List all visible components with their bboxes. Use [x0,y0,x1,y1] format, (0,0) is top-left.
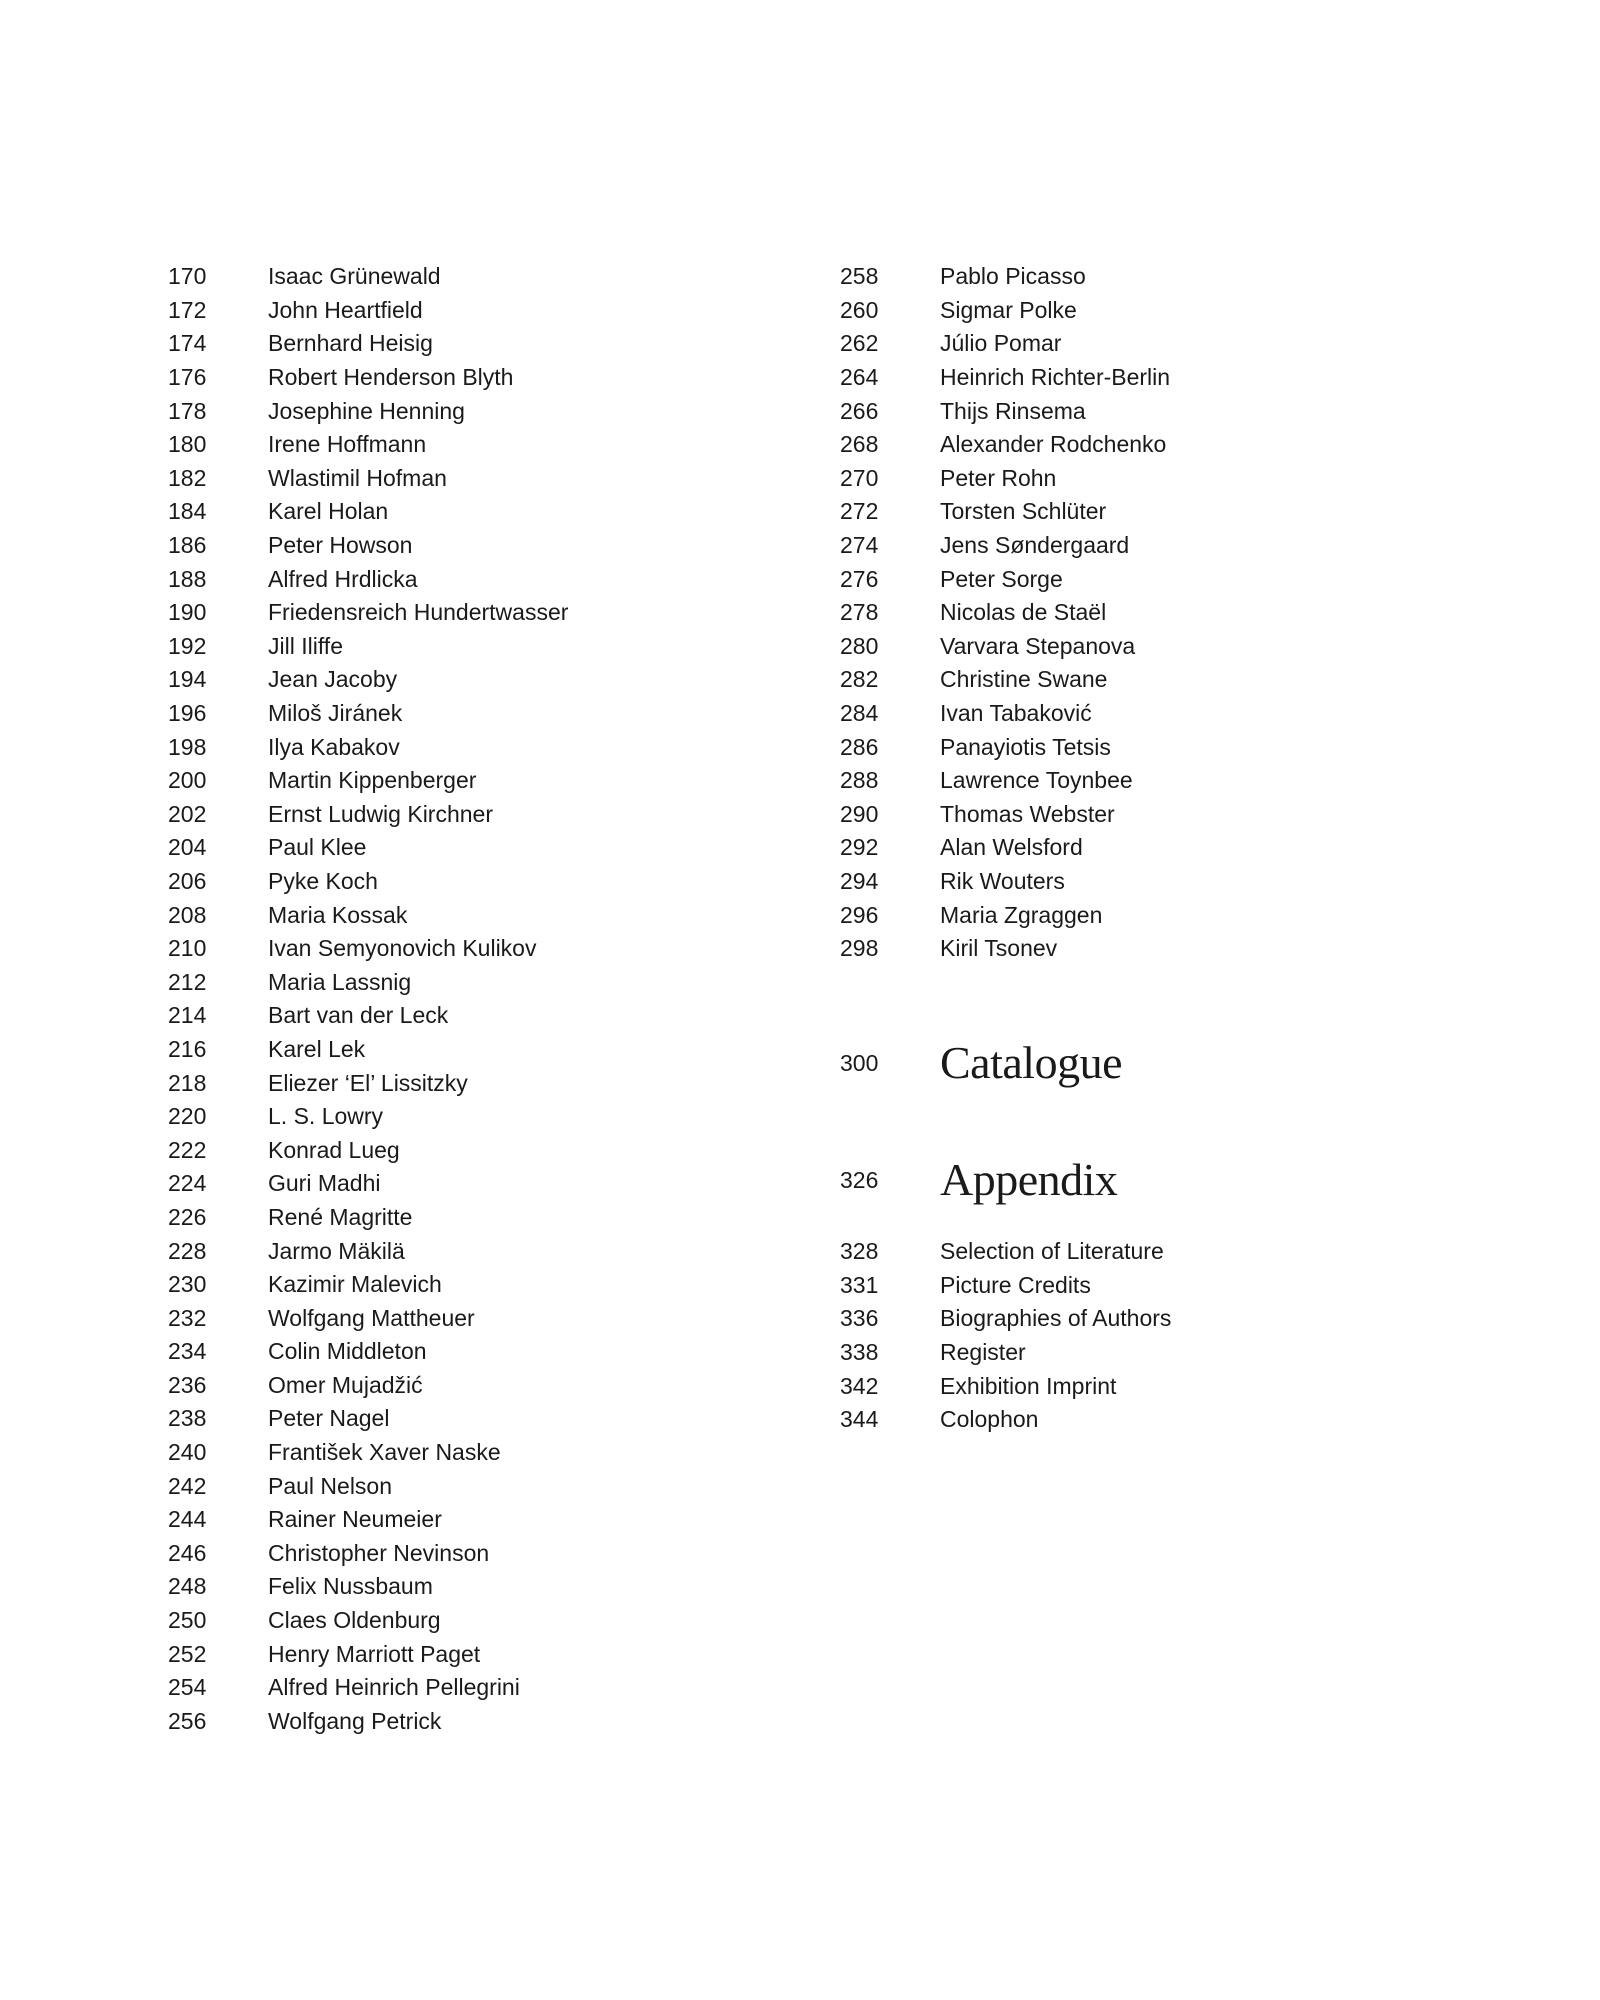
toc-entry [840,831,1170,865]
toc-page-number: 196 [168,700,207,727]
toc-artist-name: Ilya Kabakov [268,733,400,760]
toc-entry [168,1033,568,1067]
toc-artist-name: Josephine Henning [268,397,465,424]
toc-entry [168,898,568,932]
toc-entry [168,1705,568,1739]
toc-entry [168,1234,568,1268]
toc-artist-name: John Heartfield [268,296,423,323]
toc-entry [840,730,1170,764]
toc-page-number: 226 [168,1203,207,1230]
toc-page-number: 228 [168,1237,207,1264]
toc-page-number: 200 [168,767,207,794]
toc-page-number: 264 [840,364,879,391]
toc-page-number: 286 [840,733,879,760]
toc-entry [168,1301,568,1335]
toc-entry [840,663,1170,697]
toc-artist-name: Lawrence Toynbee [940,767,1133,794]
toc-artist-name: František Xaver Naske [268,1439,501,1466]
toc-entry [840,798,1170,832]
toc-page-number: 336 [840,1305,879,1332]
toc-page-number: 246 [168,1539,207,1566]
toc-page-number: 234 [168,1338,207,1365]
toc-page-number: 328 [840,1238,879,1265]
toc-page-number: 282 [840,666,879,693]
toc-page-number: 288 [840,767,879,794]
toc-entry [168,394,568,428]
toc-entry [168,1402,568,1436]
toc-entry [840,428,1170,462]
toc-entry [168,1335,568,1369]
toc-artist-name: Friedensreich Hundertwasser [268,599,569,626]
catalogue-page-number: 300 [840,1049,879,1076]
toc-entry [168,1537,568,1571]
toc-artist-name: Varvara Stepanova [940,632,1136,659]
appendix-page-number: 326 [840,1166,879,1193]
toc-entry [168,1167,568,1201]
toc-page-number: 296 [840,901,879,928]
toc-page-number: 216 [168,1035,207,1062]
appendix-item-list [840,1235,1171,1437]
toc-entry [840,932,1170,966]
toc-page-number: 230 [168,1271,207,1298]
toc-entry [168,1369,568,1403]
toc-page-number: 260 [840,296,879,323]
toc-entry [168,730,568,764]
toc-page-number: 204 [168,834,207,861]
toc-entry [168,865,568,899]
toc-artist-name: Paul Nelson [268,1472,393,1499]
toc-entry [168,932,568,966]
toc-artist-name: Maria Lassnig [268,968,412,995]
toc-entry [168,1436,568,1470]
toc-artist-name: Irene Hoffmann [268,431,427,458]
toc-page-number: 344 [840,1406,879,1433]
toc-artist-name: Rainer Neumeier [268,1506,442,1533]
toc-artist-name: Ivan Tabaković [940,700,1092,727]
toc-page-number: 272 [840,498,879,525]
toc-page-number: 254 [168,1674,207,1701]
toc-entry [168,495,568,529]
toc-page-number: 180 [168,431,207,458]
toc-page-number: 210 [168,935,207,962]
toc-entry [840,562,1170,596]
toc-artist-name: René Magritte [268,1203,413,1230]
toc-artist-name: Miloš Jiránek [268,700,403,727]
toc-artist-name: Henry Marriott Paget [268,1640,481,1667]
toc-artist-name: Wolfgang Mattheuer [268,1304,475,1331]
toc-page-number: 218 [168,1069,207,1096]
toc-page-number: 256 [168,1707,207,1734]
toc-artist-name: Selection of Literature [940,1238,1164,1265]
toc-page-number: 274 [840,532,879,559]
toc-page-number: 262 [840,330,879,357]
toc-page-number: 182 [168,464,207,491]
toc-artist-name: Peter Rohn [940,464,1057,491]
toc-entry [168,1100,568,1134]
toc-entry [168,1066,568,1100]
toc-right-column [840,260,1170,965]
toc-entry [168,260,568,294]
toc-page-number: 252 [168,1640,207,1667]
toc-entry [168,294,568,328]
toc-entry [840,1336,1171,1370]
toc-artist-name: Guri Madhi [268,1170,381,1197]
toc-entry [168,462,568,496]
toc-artist-name: Robert Henderson Blyth [268,364,514,391]
toc-artist-name: Exhibition Imprint [940,1372,1117,1399]
toc-entry [168,327,568,361]
catalogue-section-heading [840,1033,1122,1093]
toc-page-number: 298 [840,935,879,962]
toc-page-number: 258 [840,263,879,290]
toc-entry [168,1570,568,1604]
toc-artist-name: Jean Jacoby [268,666,398,693]
toc-page-number: 250 [168,1607,207,1634]
toc-artist-name: Wlastimil Hofman [268,464,447,491]
toc-artist-name: Jarmo Mäkilä [268,1237,405,1264]
toc-artist-name: Isaac Grünewald [268,263,441,290]
toc-entry [840,327,1170,361]
toc-entry [840,630,1170,664]
toc-artist-name: Pyke Koch [268,867,378,894]
toc-page-number: 284 [840,700,879,727]
toc-page-number: 198 [168,733,207,760]
toc-entry [168,1503,568,1537]
toc-entry [840,260,1170,294]
toc-entry [168,697,568,731]
toc-page-number: 212 [168,968,207,995]
toc-artist-name: Peter Nagel [268,1405,390,1432]
toc-entry [168,596,568,630]
toc-artist-name: Felix Nussbaum [268,1573,433,1600]
toc-page-number: 292 [840,834,879,861]
toc-entry [840,1302,1171,1336]
toc-artist-name: Colin Middleton [268,1338,427,1365]
toc-artist-name: Peter Sorge [940,565,1063,592]
toc-artist-name: Alfred Heinrich Pellegrini [268,1674,520,1701]
toc-artist-name: Thijs Rinsema [940,397,1086,424]
toc-artist-name: Kazimir Malevich [268,1271,442,1298]
toc-artist-name: Pablo Picasso [940,263,1086,290]
toc-artist-name: Martin Kippenberger [268,767,477,794]
toc-artist-name: Paul Klee [268,834,367,861]
toc-entry [168,1637,568,1671]
toc-entry [840,495,1170,529]
toc-artist-name: Register [940,1339,1026,1366]
toc-page-number: 202 [168,800,207,827]
toc-artist-name: Jill Iliffe [268,632,343,659]
toc-entry [840,596,1170,630]
toc-artist-name: Nicolas de Staël [940,599,1107,626]
toc-page-number: 268 [840,431,879,458]
toc-page-number: 242 [168,1472,207,1499]
toc-page-number: 270 [840,464,879,491]
toc-page-number: 280 [840,632,879,659]
toc-artist-name: Picture Credits [940,1271,1091,1298]
toc-page-number: 238 [168,1405,207,1432]
toc-entry [840,865,1170,899]
toc-page-number: 174 [168,330,207,357]
toc-entry [168,562,568,596]
appendix-section-heading [840,1150,1117,1210]
toc-entry [168,428,568,462]
toc-page-number: 184 [168,498,207,525]
toc-entry [840,1369,1171,1403]
toc-entry [168,361,568,395]
toc-entry [168,764,568,798]
toc-page-number: 170 [168,263,207,290]
toc-entry [840,361,1170,395]
toc-page-number: 244 [168,1506,207,1533]
toc-page-number: 276 [840,565,879,592]
toc-entry [168,1671,568,1705]
toc-page-number: 222 [168,1136,207,1163]
toc-page-number: 232 [168,1304,207,1331]
toc-page-number: 294 [840,867,879,894]
toc-artist-name: Karel Holan [268,498,389,525]
toc-page-number: 224 [168,1170,207,1197]
toc-entry [168,1604,568,1638]
toc-entry [840,1269,1171,1303]
toc-entry [168,831,568,865]
toc-entry [168,1268,568,1302]
toc-page-number: 190 [168,599,207,626]
toc-page-number: 266 [840,397,879,424]
toc-artist-name: Heinrich Richter-Berlin [940,364,1171,391]
toc-artist-name: Torsten Schlüter [940,498,1107,525]
toc-entry [840,898,1170,932]
toc-entry [840,462,1170,496]
toc-entry [168,663,568,697]
toc-artist-name: Bart van der Leck [268,1002,449,1029]
toc-entry [840,394,1170,428]
toc-artist-name: Sigmar Polke [940,296,1077,323]
toc-artist-name: Omer Mujadžić [268,1371,423,1398]
toc-page-number: 342 [840,1372,879,1399]
toc-artist-name: Panayiotis Tetsis [940,733,1111,760]
toc-page-number: 290 [840,800,879,827]
toc-artist-name: Júlio Pomar [940,330,1062,357]
toc-entry [168,798,568,832]
toc-entry [840,1235,1171,1269]
toc-artist-name: Peter Howson [268,532,413,559]
toc-artist-name: Maria Kossak [268,901,408,928]
toc-page-number: 206 [168,867,207,894]
toc-entry [168,1469,568,1503]
toc-artist-name: Ivan Semyonovich Kulikov [268,935,537,962]
toc-entry [840,764,1170,798]
toc-artist-name: Christine Swane [940,666,1108,693]
toc-entry [168,529,568,563]
toc-artist-name: L. S. Lowry [268,1103,384,1130]
toc-page-number: 214 [168,1002,207,1029]
toc-page-number: 186 [168,532,207,559]
toc-page-number: 331 [840,1271,879,1298]
toc-entry [168,1201,568,1235]
toc-page-number: 176 [168,364,207,391]
toc-artist-name: Ernst Ludwig Kirchner [268,800,493,827]
toc-artist-name: Alfred Hrdlicka [268,565,418,592]
toc-artist-name: Jens Søndergaard [940,532,1130,559]
toc-page-number: 240 [168,1439,207,1466]
toc-artist-name: Thomas Webster [940,800,1115,827]
toc-entry [168,999,568,1033]
toc-entry [840,529,1170,563]
toc-artist-name: Alexander Rodchenko [940,431,1167,458]
toc-page-number: 338 [840,1339,879,1366]
toc-page-number: 248 [168,1573,207,1600]
toc-artist-name: Alan Welsford [940,834,1083,861]
toc-entry [168,1133,568,1167]
toc-artist-name: Kiril Tsonev [940,935,1058,962]
toc-artist-name: Claes Oldenburg [268,1607,441,1634]
toc-entry [168,965,568,999]
toc-artist-name: Eliezer ‘El’ Lissitzky [268,1069,468,1096]
toc-artist-name: Biographies of Authors [940,1305,1172,1332]
catalogue-title: Catalogue [940,1037,1122,1088]
toc-artist-name: Wolfgang Petrick [268,1707,442,1734]
toc-page-number: 188 [168,565,207,592]
toc-left-column [168,260,568,1738]
toc-entry [840,294,1170,328]
toc-artist-name: Christopher Nevinson [268,1539,490,1566]
toc-page-number: 178 [168,397,207,424]
toc-page-number: 220 [168,1103,207,1130]
toc-page-number: 172 [168,296,207,323]
toc-page-number: 236 [168,1371,207,1398]
toc-artist-name: Rik Wouters [940,867,1065,894]
toc-artist-name: Maria Zgraggen [940,901,1103,928]
toc-entry [840,697,1170,731]
appendix-title: Appendix [940,1154,1118,1205]
toc-artist-name: Karel Lek [268,1035,366,1062]
toc-entry [840,1403,1171,1437]
toc-page-number: 194 [168,666,207,693]
toc-artist-name: Bernhard Heisig [268,330,433,357]
toc-artist-name: Colophon [940,1406,1039,1433]
toc-page-number: 278 [840,599,879,626]
toc-entry [168,630,568,664]
toc-page-number: 208 [168,901,207,928]
toc-page-number: 192 [168,632,207,659]
toc-artist-name: Konrad Lueg [268,1136,400,1163]
